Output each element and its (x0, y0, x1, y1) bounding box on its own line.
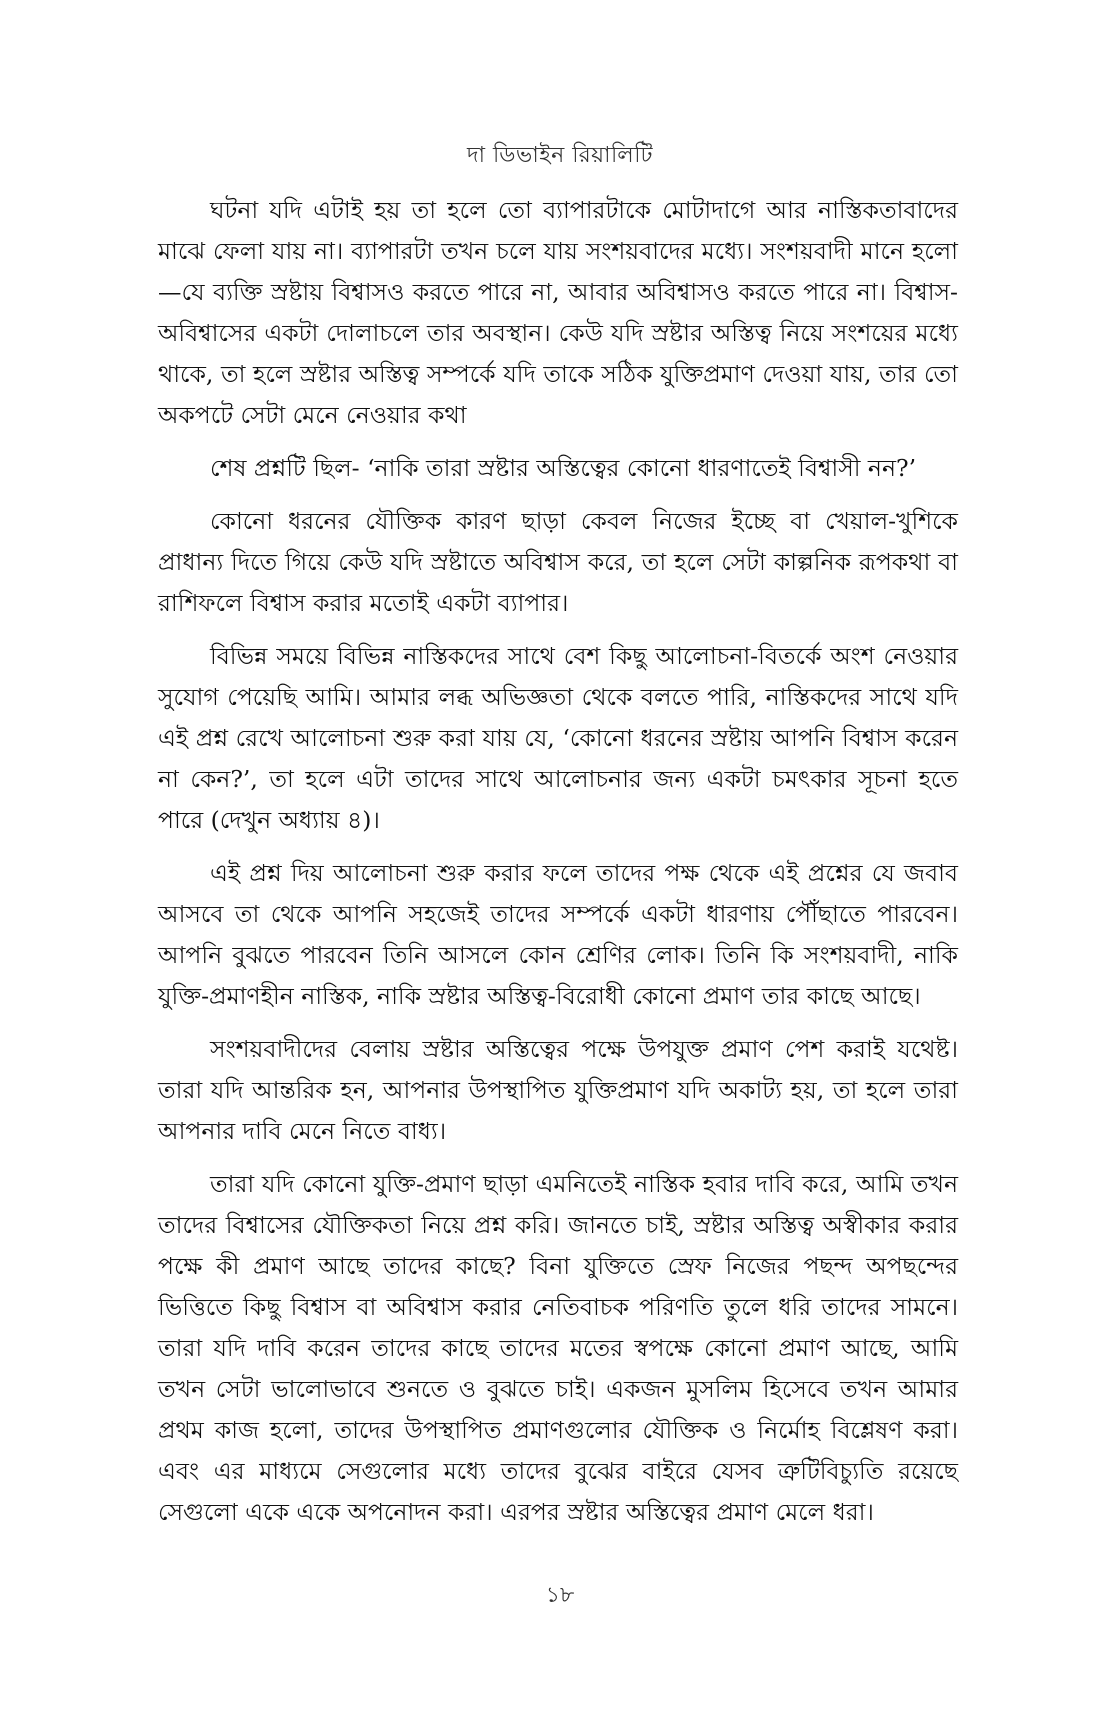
page-number: ১৮ (545, 1583, 575, 1608)
paragraph-2: শেষ প্রশ্নটি ছিল- ‘নাকি তারা স্রষ্টার অস্তিত্বের কোনো ধারণাতেই বিশ্বাসী নন?’ (210, 454, 917, 482)
paragraph-1: ঘটনা যদি এটাই হয় তা হলে তো ব্যাপারটাকে মোটাদাগে আর নাস্তিকতাবাদের মাঝে ফেলা যায় না। ব্যাপারটা তখন চলে যায় সংশয়বাদের মধ্যে। সংশয়বাদী মানে হলো—যে ব্যক্তি স্রষ্টায় বিশ্বাসও করতে পারে না, আবার অবিশ্বাসও করতে পারে না। বিশ্বাস-অবিশ্বাসের একটা দোলাচলে তার অবস্থান। কেউ যদি স্রষ্টার অস্তিত্ব নিয়ে সংশয়ের মধ্যে থাকে, তা হলে স্রষ্টার অস্তিত্ব সম্পর্কে যদি তাকে সঠিক যুক্তিপ্রমাণ দেওয়া যায়, তার তো অকপটে সেটা মেনে নেওয়ার কথা (158, 196, 959, 429)
paragraph-4: বিভিন্ন সময়ে বিভিন্ন নাস্তিকদের সাথে বেশ কিছু আলোচনা-বিতর্কে অংশ নেওয়ার সুযোগ পেয়েছি আমি। আমার লব্ধ অভিজ্ঞতা থেকে বলতে পারি, নাস্তিকদের সাথে যদি এই প্রশ্ন রেখে আলোচনা শুরু করা যায় যে, ‘কোনো ধরনের স্রষ্টায় আপনি বিশ্বাস করেন না কেন?’, তা হলে এটা তাদের সাথে আলোচনার জন্য একটা চমৎকার সূচনা হতে পারে (দেখুন অধ্যায় ৪)। (158, 642, 958, 834)
paragraph-3: কোনো ধরনের যৌক্তিক কারণ ছাড়া কেবল নিজের ইচ্ছে বা খেয়াল-খুশিকে প্রাধান্য দিতে গিয়ে কেউ যদি স্রষ্টাতে অবিশ্বাস করে, তা হলে সেটা কাল্পনিক রূপকথা বা রাশিফলে বিশ্বাস করার মতোই একটা ব্যাপার। (158, 507, 958, 617)
running-header: দা ডিভাইন রিয়ালিটি (467, 143, 653, 168)
paragraph-7: তারা যদি কোনো যুক্তি-প্রমাণ ছাড়া এমনিতেই নাস্তিক হবার দাবি করে, আমি তখন তাদের বিশ্বাসের যৌক্তিকতা নিয়ে প্রশ্ন করি। জানতে চাই, স্রষ্টার অস্তিত্ব অস্বীকার করার পক্ষে কী প্রমাণ আছে তাদের কাছে? বিনা যুক্তিতে স্রেফ নিজের পছন্দ অপছন্দের ভিত্তিতে কিছু বিশ্বাস বা অবিশ্বাস করার নেতিবাচক পরিণতি তুলে ধরি তাদের সামনে। তারা যদি দাবি করেন তাদের কাছে তাদের মতের স্বপক্ষে কোনো প্রমাণ আছে, আমি তখন সেটা ভালোভাবে শুনতে ও বুঝতে চাই। একজন মুসলিম হিসেবে তখন আমার প্রথম কাজ হলো, তাদের উপস্থাপিত প্রমাণগুলোর যৌক্তিক ও নির্মোহ বিশ্লেষণ করা। এবং এর মাধ্যমে সেগুলোর মধ্যে তাদের বুঝের বাইরে যেসব ত্রুটিবিচ্যুতি রয়েছে সেগুলো একে একে অপনোদন করা। এরপর স্রষ্টার অস্তিত্বের প্রমাণ মেলে ধরা। (158, 1170, 958, 1526)
body-text (158, 190, 958, 1545)
paragraph-6: সংশয়বাদীদের বেলায় স্রষ্টার অস্তিত্বের পক্ষে উপযুক্ত প্রমাণ পেশ করাই যথেষ্ট। তারা যদি আন্তরিক হন, আপনার উপস্থাপিত যুক্তিপ্রমাণ যদি অকাট্য হয়, তা হলে তারা আপনার দাবি মেনে নিতে বাধ্য। (158, 1035, 958, 1145)
paragraph-5: এই প্রশ্ন দিয় আলোচনা শুরু করার ফলে তাদের পক্ষ থেকে এই প্রশ্নের যে জবাব আসবে তা থেকে আপনি সহজেই তাদের সম্পর্কে একটা ধারণায় পৌঁছাতে পারবেন। আপনি বুঝতে পারবেন তিনি আসলে কোন শ্রেণির লোক। তিনি কি সংশয়বাদী, নাকি যুক্তি-প্রমাণহীন নাস্তিক, নাকি স্রষ্টার অস্তিত্ব-বিরোধী কোনো প্রমাণ তার কাছে আছে। (158, 859, 958, 1010)
